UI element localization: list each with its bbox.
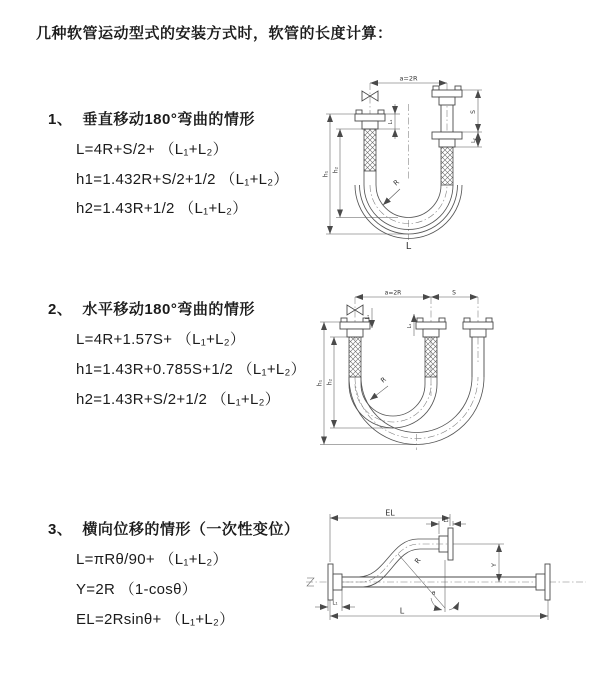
diagram-3-lateral-displacement	[298, 504, 590, 652]
section-1-number: 1、	[48, 111, 73, 128]
dim-label-a2r: a=2R	[399, 74, 418, 83]
dim-label-s: S	[470, 110, 477, 114]
dim-label-radius: R	[379, 375, 388, 385]
left-pipe	[355, 110, 385, 185]
right-flange	[545, 564, 550, 600]
dim-a2r	[370, 75, 447, 84]
left-flange	[355, 114, 385, 121]
section-3-formula-Y: Y=2R （1-cosθ）	[76, 581, 198, 598]
right-pipe	[432, 86, 462, 185]
left-pipe	[340, 318, 370, 384]
right-top-flange	[432, 90, 462, 97]
centerlines	[355, 297, 478, 450]
dim-radius	[383, 178, 401, 205]
radius-construction	[398, 554, 459, 612]
middle-braided-hose	[425, 337, 437, 377]
dim-label-l1: L₁	[332, 600, 338, 607]
dim-l1	[376, 104, 400, 139]
left-braided-hose	[349, 337, 361, 377]
dim-label-radius: R	[391, 178, 401, 188]
left-braided-hose	[364, 129, 376, 171]
dim-label-s: S	[452, 289, 456, 297]
right-lower-flange	[432, 132, 462, 139]
section-2-formula-h2: h2=1.43R+S/2+1/2 （L₁+L₂）	[76, 391, 281, 408]
s-curve-hose	[342, 539, 448, 587]
dim-s	[462, 90, 482, 132]
dim-label-h1: h₁	[322, 170, 330, 178]
left-flange	[328, 564, 342, 600]
section-3-heading	[48, 518, 299, 539]
dim-label-l1: L₁	[366, 314, 371, 320]
section-2-heading	[48, 298, 255, 319]
section-1-heading	[48, 108, 255, 129]
diagram-1-vertical-movement	[310, 70, 570, 252]
right-flange	[463, 322, 493, 329]
section-3-formula-EL: EL=2Rsinθ+ （L₁+L₂）	[76, 611, 235, 628]
dim-label-h2: h₂	[332, 166, 340, 174]
dim-label-a2r: a=2R	[384, 289, 402, 297]
dim-label-h1: h₁	[316, 379, 324, 387]
middle-pipe	[416, 318, 446, 384]
dim-label-l: L	[399, 606, 405, 616]
dim-y	[453, 544, 504, 582]
right-braided-hose	[441, 147, 453, 185]
section-2-title: 水平移动180°弯曲的情形	[82, 301, 255, 318]
dim-l1	[315, 590, 355, 611]
section-3-title: 横向位移的情形（一次性变位）	[82, 521, 300, 538]
section-3-number: 3、	[48, 521, 73, 538]
middle-flange	[416, 322, 446, 329]
dim-l	[330, 600, 548, 620]
section-1-formula-h1: h1=1.432R+S/2+1/2 （L₁+L₂）	[76, 171, 289, 188]
dim-label-l2: L₂	[408, 323, 413, 329]
dim-radius	[370, 375, 388, 400]
dim-label-angle: θ	[432, 591, 436, 597]
dim-a2r	[355, 290, 431, 298]
section-2-formula-h1: h1=1.43R+0.785S+1/2 （L₁+L₂）	[76, 361, 306, 378]
dim-label-l1: L₁	[388, 119, 394, 125]
centerlines	[370, 83, 447, 240]
left-flange	[340, 322, 370, 329]
diagram-2-horizontal-movement	[308, 284, 580, 454]
dim-el	[330, 508, 450, 566]
dim-l2	[426, 518, 466, 534]
section-1-formula-L: L=4R+S/2+ （L₁+L₂）	[76, 141, 228, 158]
section-1-title: 垂直移动180°弯曲的情形	[82, 111, 255, 128]
page-title: 几种软管运动型式的安装方式时，软管的长度计算：	[36, 25, 393, 42]
dim-label-el: EL	[385, 508, 395, 518]
dim-label-radius: R	[413, 556, 423, 566]
section-3-formula-L: L=πRθ/90+ （L₁+L₂）	[76, 551, 228, 568]
dim-label-length: L	[405, 241, 412, 252]
dim-label-l2: L₂	[471, 138, 477, 143]
dim-l2	[407, 314, 414, 336]
section-2-number: 2、	[48, 301, 73, 318]
dim-s	[431, 290, 478, 298]
section-1-formula-h2: h2=1.43R+1/2 （L₁+L₂）	[76, 200, 248, 217]
section-2-formula-L: L=4R+1.57S+ （L₁+L₂）	[76, 331, 246, 348]
dim-label-y: Y	[490, 563, 498, 567]
dim-label-h2: h₂	[326, 378, 334, 386]
dim-label-l2: L₂	[443, 518, 449, 524]
